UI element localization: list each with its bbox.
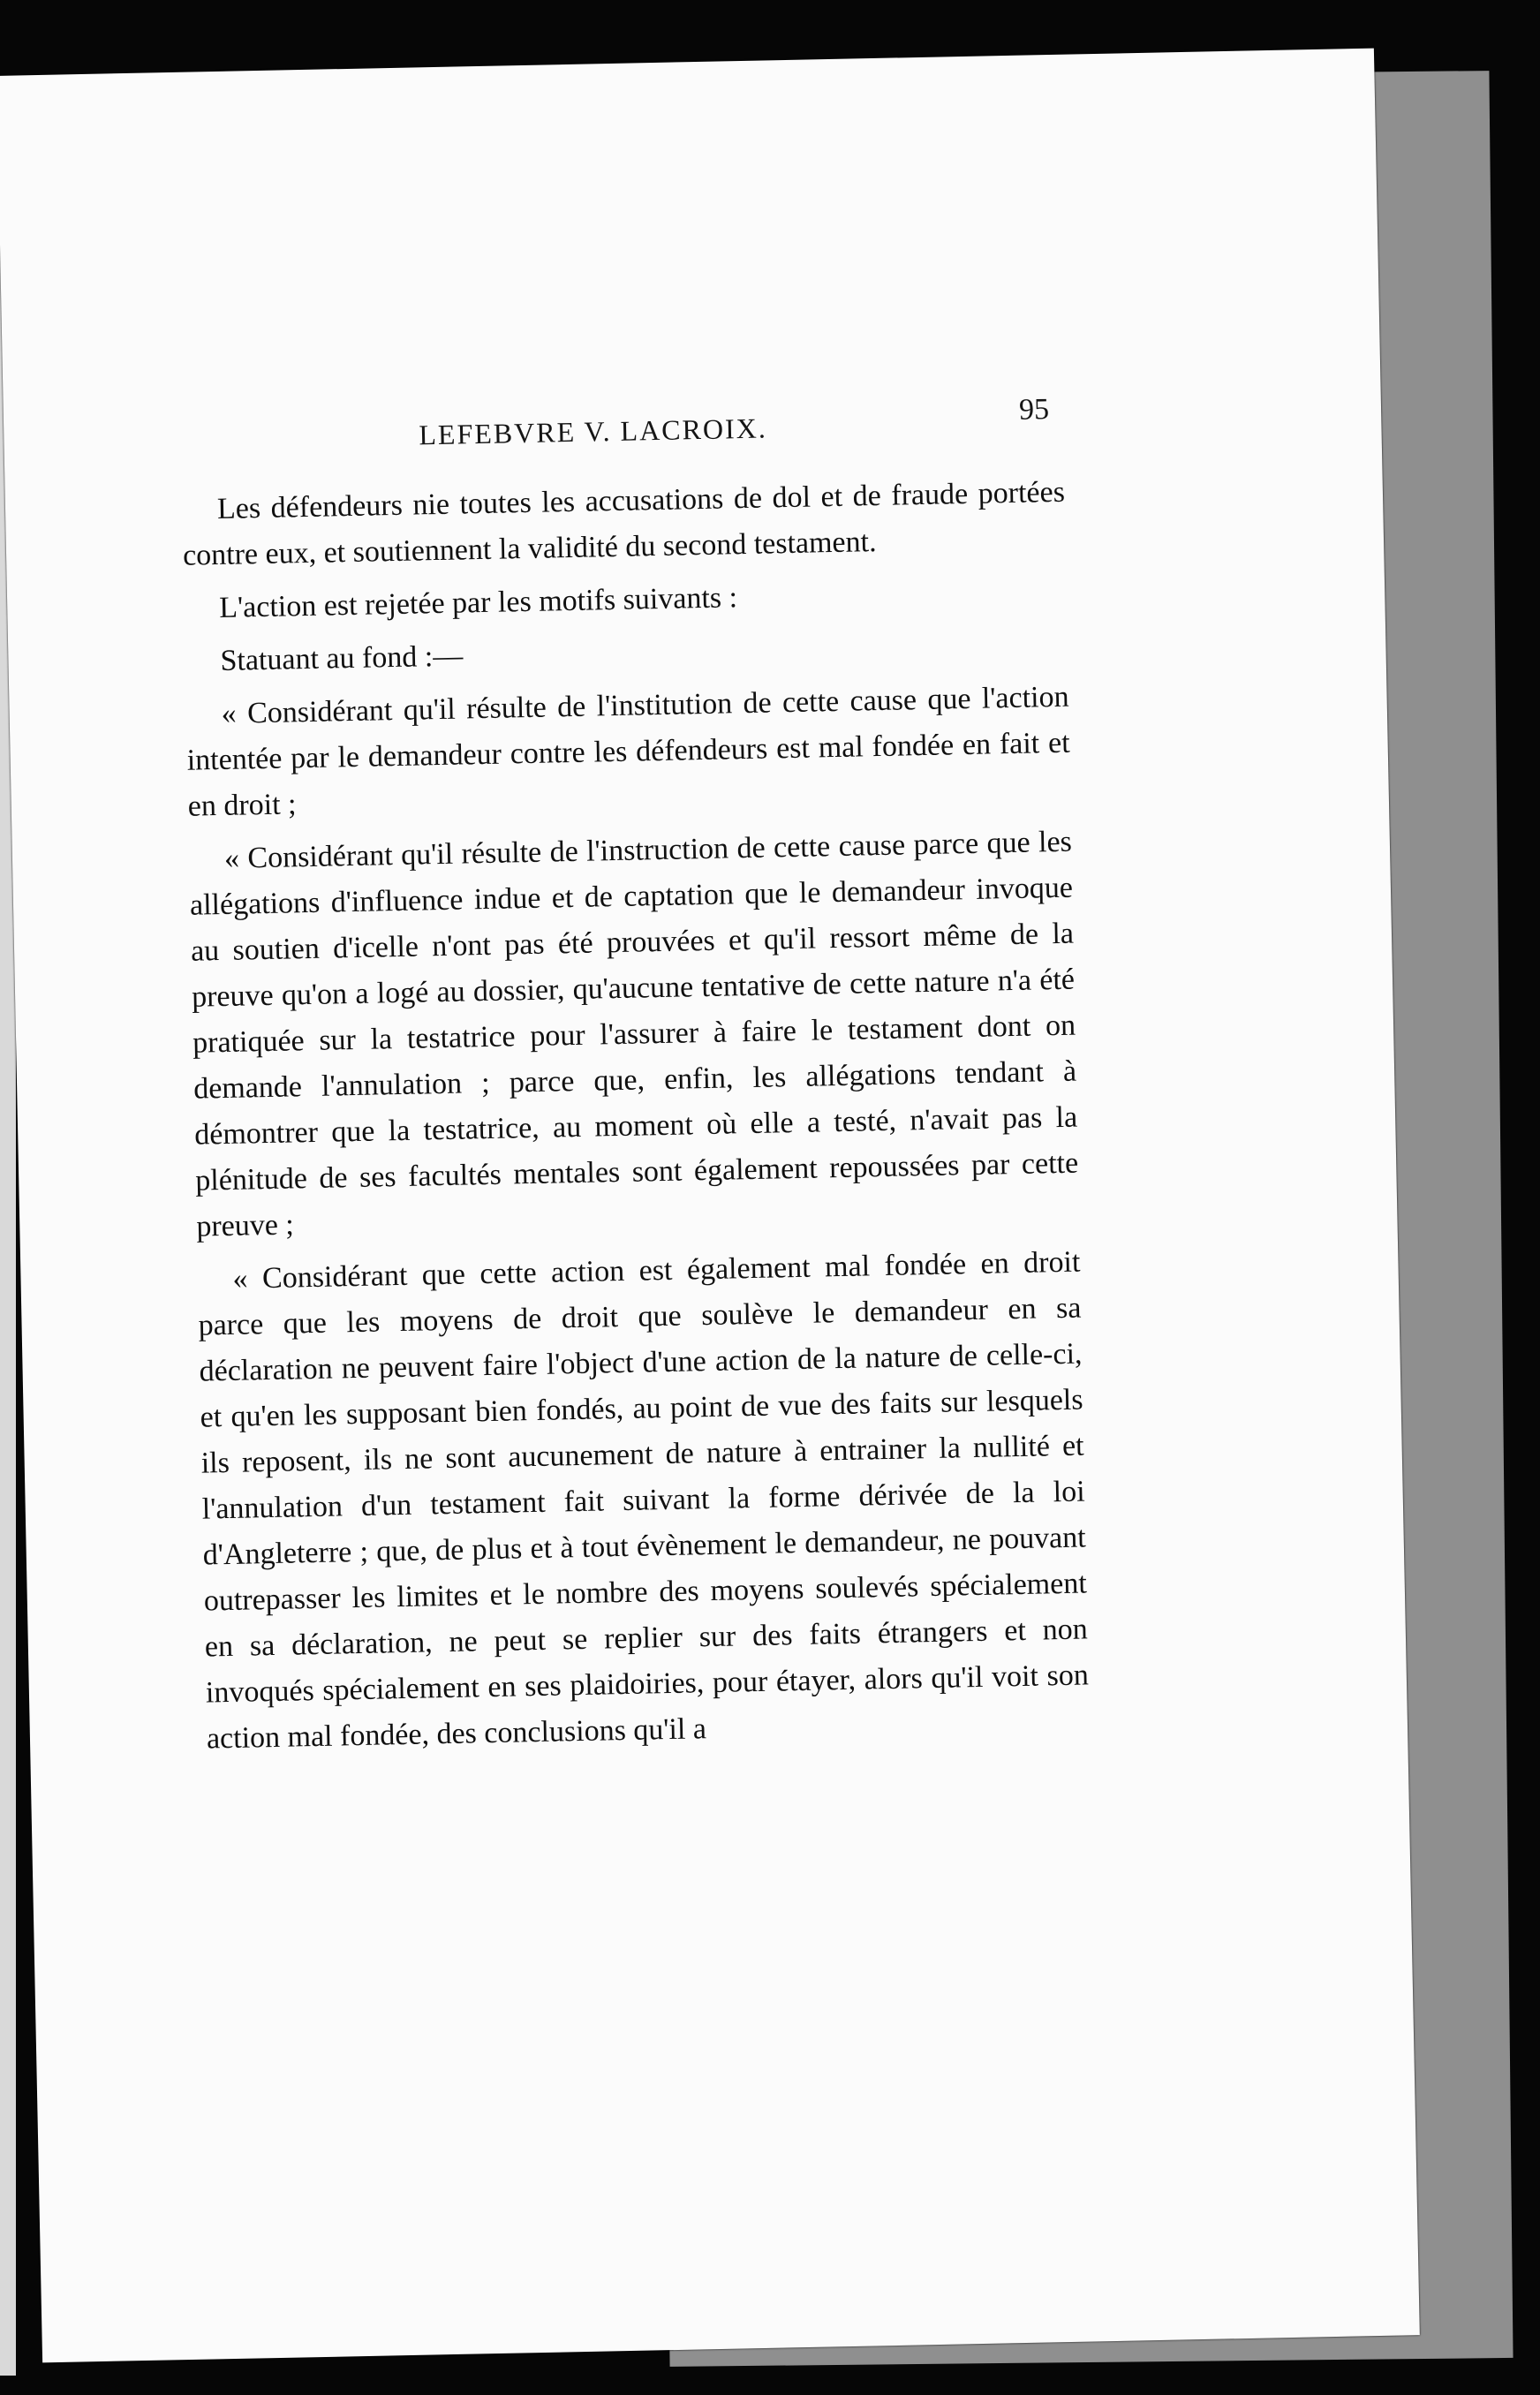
paragraph-considerant-1: « Considérant qu'il résulte de l'institution de cette cause que l'action intentée par le demandeur contre les défendeurs est mal fondée en fait et en droit ; <box>186 680 1070 823</box>
paragraph-rejection: L'action est rejetée par les motifs suivants : <box>218 581 738 624</box>
paragraph-considerant-2: « Considérant qu'il résulte de l'instruction de cette cause parce que les allégations d'influence indue et de captation que le demandeur invoque au soutien d'icelle n'ont pas été prouvées et qu'il ressort même de la preuve qu'on a logé au dossier, qu'aucune tentative de cette nature n'a été pratiquée sur la testatrice pour l'assurer à faire le testament dont on demande l'annulation ; parce que, enfin, les allégations tendant à démontrer que la testatrice, au moment où elle a testé, n'avait pas la plénitude de ses facultés mentales sont également repoussées par cette preuve ; <box>189 825 1079 1243</box>
paragraph-considerant-3: « Considérant que cette action est également mal fondée en droit parce que les moyens de droit que soulève le demandeur en sa déclaration ne peuvent faire l'object d'une action de la nature de celle-ci, et qu'en les supposant bien fondés, au point de vue des faits sur lesquels ils reposent, ils ne sont aucunement de nature à entrainer la nullité et l'annulation d'un testament fait suivant la forme dérivée de la loi d'Angleterre ; que, de plus et à tout évènement le demandeur, ne pouvant outrepasser les limites et le nombre des moyens soulevés spécialement en sa déclaration, ne peut se replier sur des faits étrangers et non invoqués spécialement en ses plaidoiries, pour étayer, alors qu'il voit son action mal fondée, des conclusions qu'il a <box>198 1245 1090 1756</box>
page-content <box>180 393 1091 1770</box>
paragraph-statuant: Statuant au fond :— <box>220 639 464 677</box>
book-page <box>0 49 1420 2363</box>
paragraph-defense: Les défendeurs nie toutes les accusations de dol et de fraude portées contre eux, et soutiennent la validité du second testament. <box>182 475 1066 572</box>
running-head: LEFEBVRE V. LACROIX. <box>419 412 768 451</box>
page-number: 95 <box>1018 393 1050 427</box>
